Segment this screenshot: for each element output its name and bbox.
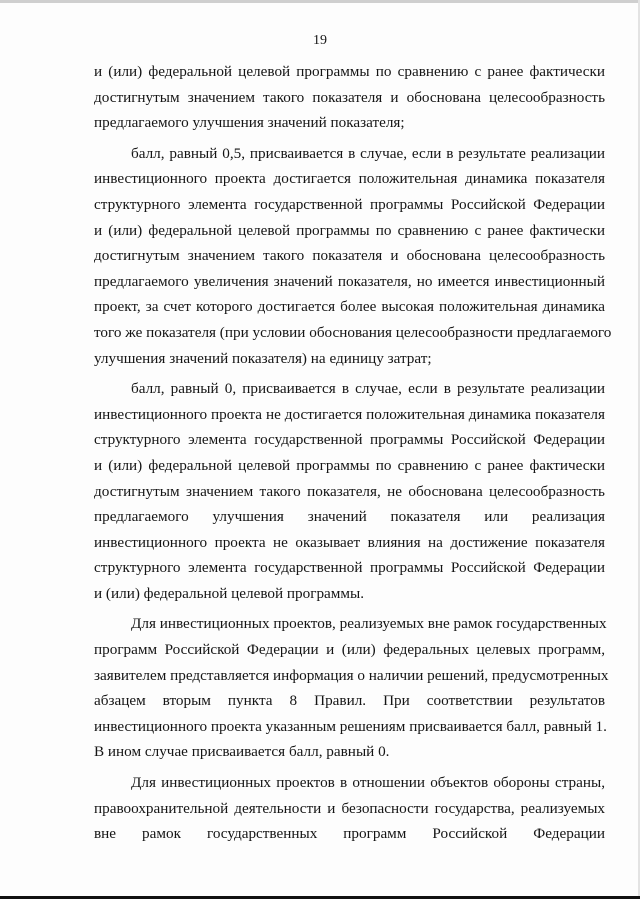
text-line: правоохранительной деятельности и безопасности государства, реализуемых xyxy=(94,799,605,817)
text-line: проект, за счет которого достигается более высокая положительная динамика xyxy=(94,298,605,316)
text-line: балл, равный 0,5, присваивается в случае, если в результате реализации xyxy=(131,144,605,162)
text-line: достигнутым значением такого показателя и обоснована целесообразность xyxy=(94,88,605,106)
page-number: 19 xyxy=(313,33,327,48)
text-line: предлагаемого увеличения значений показателя, но имеется инвестиционный xyxy=(94,272,605,290)
text-line: структурного элемента государственной программы Российской Федерации xyxy=(94,431,605,449)
text-line: Для инвестиционных проектов в отношении объектов обороны страны, xyxy=(131,774,605,792)
body-text xyxy=(94,59,612,847)
text-line: структурного элемента государственной программы Российской Федерации xyxy=(94,559,605,577)
text-line: абзацем вторым пункта 8 Правил. При соответствии результатов xyxy=(94,692,605,710)
text-line: Для инвестиционных проектов, реализуемых вне рамок государственных xyxy=(131,615,607,633)
text-line: инвестиционного проекта достигается положительная динамика показателя xyxy=(94,170,605,188)
text-line: достигнутым значением такого показателя и обоснована целесообразность xyxy=(94,247,605,265)
text-line: и (или) федеральной целевой программы по сравнению с ранее фактически xyxy=(94,63,605,80)
text-line: того же показателя (при условии обоснования целесообразности предлагаемого xyxy=(94,323,612,341)
text-line: инвестиционного проекта не оказывает влияния на достижение показателя xyxy=(94,533,605,551)
text-line: инвестиционного проекта указанным решениям присваивается балл, равный 1. xyxy=(94,717,607,735)
text-line: предлагаемого улучшения значений показателя или реализация xyxy=(94,508,605,526)
text-line: и (или) федеральной целевой программы по сравнению с ранее фактически xyxy=(94,456,605,474)
text-line: и (или) федеральной целевой программы по сравнению с ранее фактически xyxy=(94,221,605,239)
text-line: заявителем представляется информация о наличии решений, предусмотренных xyxy=(94,666,609,684)
text-line: балл, равный 0, присваивается в случае, если в результате реализации xyxy=(131,380,605,398)
text-line: предлагаемого улучшения значений показателя; xyxy=(94,114,405,132)
text-line: программ Российской Федерации и (или) федеральных целевых программ, xyxy=(94,641,605,659)
text-line: и (или) федеральной целевой программы. xyxy=(94,584,365,602)
text-line: вне рамок государственных программ Российской Федерации xyxy=(94,825,605,843)
text-line: инвестиционного проекта не достигается положительная динамика показателя xyxy=(94,405,605,423)
text-line: В ином случае присваивается балл, равный 0. xyxy=(94,743,390,761)
text-line: достигнутым значением такого показателя, не обоснована целесообразность xyxy=(94,482,605,500)
text-line: структурного элемента государственной программы Российской Федерации xyxy=(94,195,605,213)
scan-top-edge xyxy=(0,0,640,3)
text-line: улучшения значений показателя) на единицу затрат; xyxy=(94,349,432,367)
